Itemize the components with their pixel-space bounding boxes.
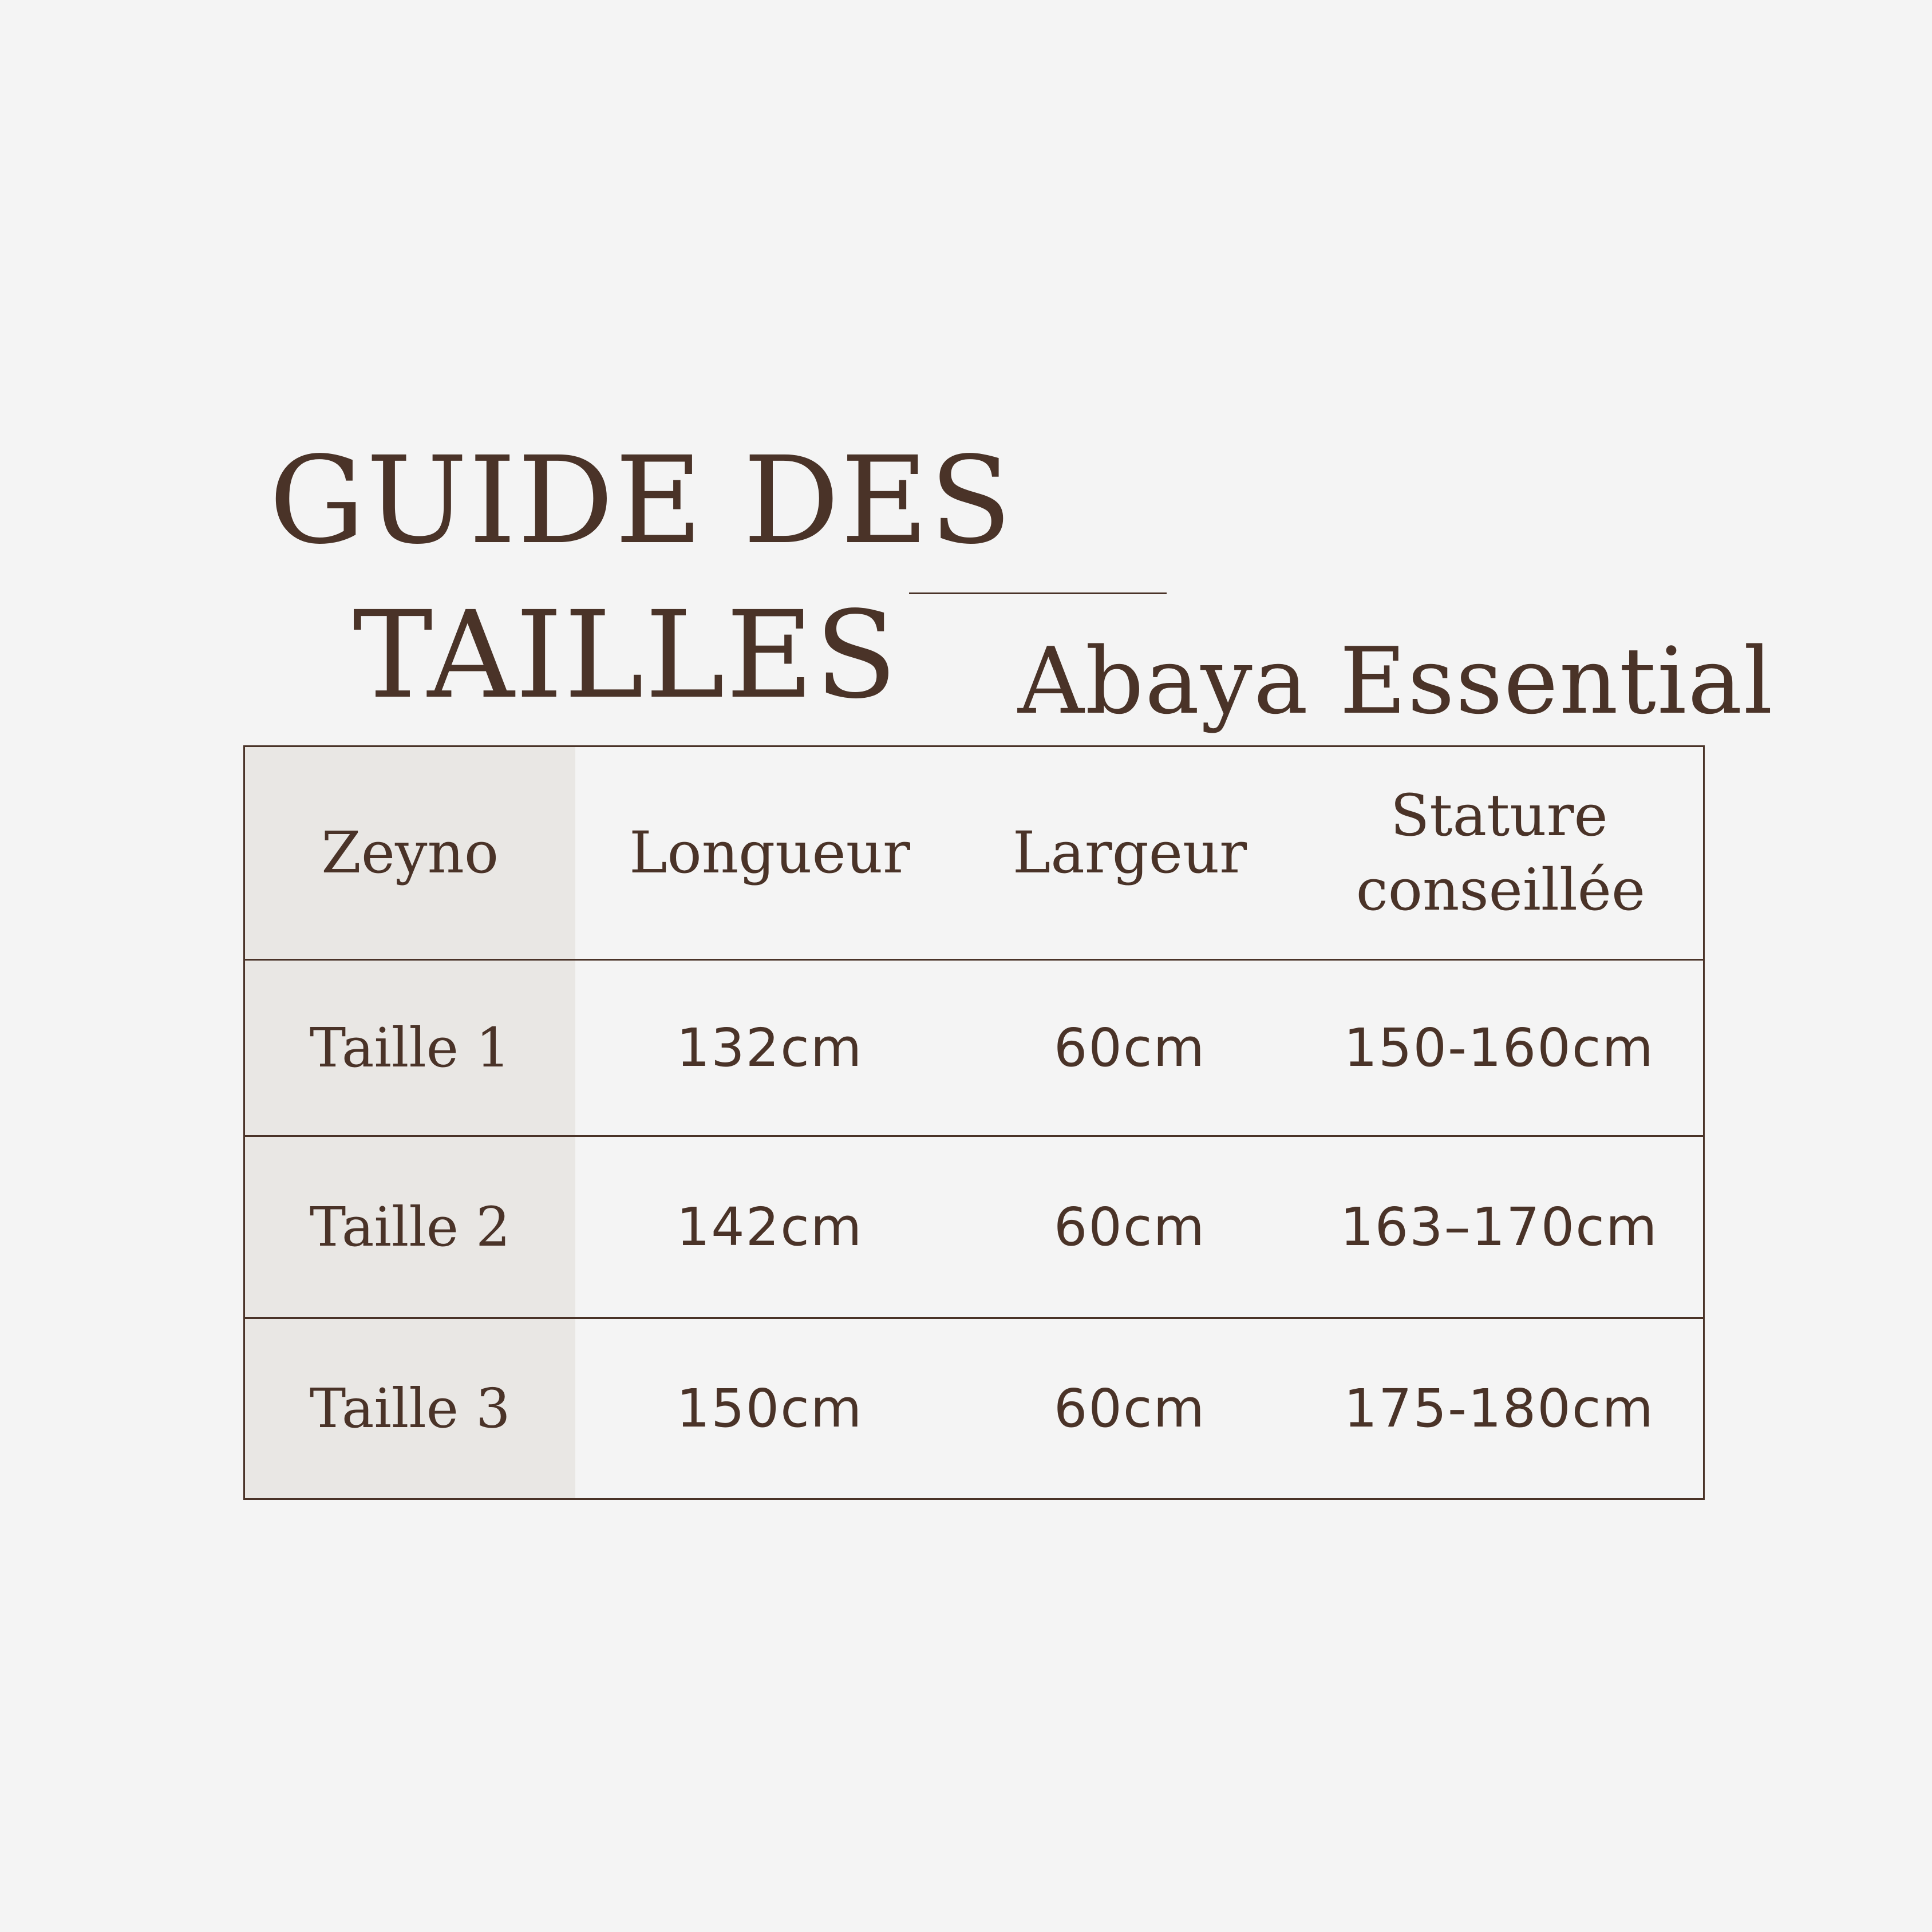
product-subtitle: Abaya Essential bbox=[1018, 627, 1774, 734]
stature-value: 150-160cm bbox=[1344, 1017, 1655, 1078]
length-cell bbox=[575, 1318, 965, 1499]
table-row bbox=[244, 960, 1704, 1136]
size-name-cell bbox=[244, 1136, 575, 1318]
header-stature: Stature conseillée bbox=[1356, 782, 1646, 923]
width-value: 60cm bbox=[1053, 1017, 1206, 1078]
header-longueur: Longueur bbox=[629, 819, 910, 886]
table-row bbox=[244, 1318, 1704, 1499]
size-guide-table bbox=[243, 745, 1705, 1500]
size-name: Taille 1 bbox=[309, 1016, 511, 1080]
size-name: Taille 3 bbox=[309, 1377, 511, 1440]
length-value: 142cm bbox=[676, 1196, 863, 1258]
width-value: 60cm bbox=[1053, 1196, 1206, 1258]
table-header-row bbox=[244, 746, 1704, 960]
length-value: 132cm bbox=[676, 1017, 863, 1078]
width-cell bbox=[965, 960, 1295, 1136]
stature-cell bbox=[1295, 1318, 1704, 1499]
stature-cell bbox=[1295, 1136, 1704, 1318]
header-largeur: Largeur bbox=[1012, 819, 1247, 886]
length-cell bbox=[575, 1136, 965, 1318]
size-name-cell bbox=[244, 1318, 575, 1499]
stature-value: 175-180cm bbox=[1344, 1378, 1655, 1439]
width-cell bbox=[965, 1136, 1295, 1318]
length-value: 150cm bbox=[676, 1378, 863, 1439]
title-divider bbox=[909, 592, 1167, 594]
width-cell bbox=[965, 1318, 1295, 1499]
table-row bbox=[244, 1136, 1704, 1318]
size-name: Taille 2 bbox=[309, 1195, 511, 1259]
header-zeyno: Zeyno bbox=[321, 819, 499, 886]
stature-cell bbox=[1295, 960, 1704, 1136]
page-title-line-2: TAILLES bbox=[353, 585, 899, 725]
header-cell-longueur bbox=[575, 746, 965, 960]
length-cell bbox=[575, 960, 965, 1136]
width-value: 60cm bbox=[1053, 1378, 1206, 1439]
stature-value: 163–170cm bbox=[1340, 1196, 1658, 1258]
header-cell-zeyno bbox=[244, 746, 575, 960]
header-cell-largeur bbox=[965, 746, 1295, 960]
page-title-line-1: GUIDE DES bbox=[269, 430, 1013, 571]
size-name-cell bbox=[244, 960, 575, 1136]
header-cell-stature bbox=[1295, 746, 1704, 960]
